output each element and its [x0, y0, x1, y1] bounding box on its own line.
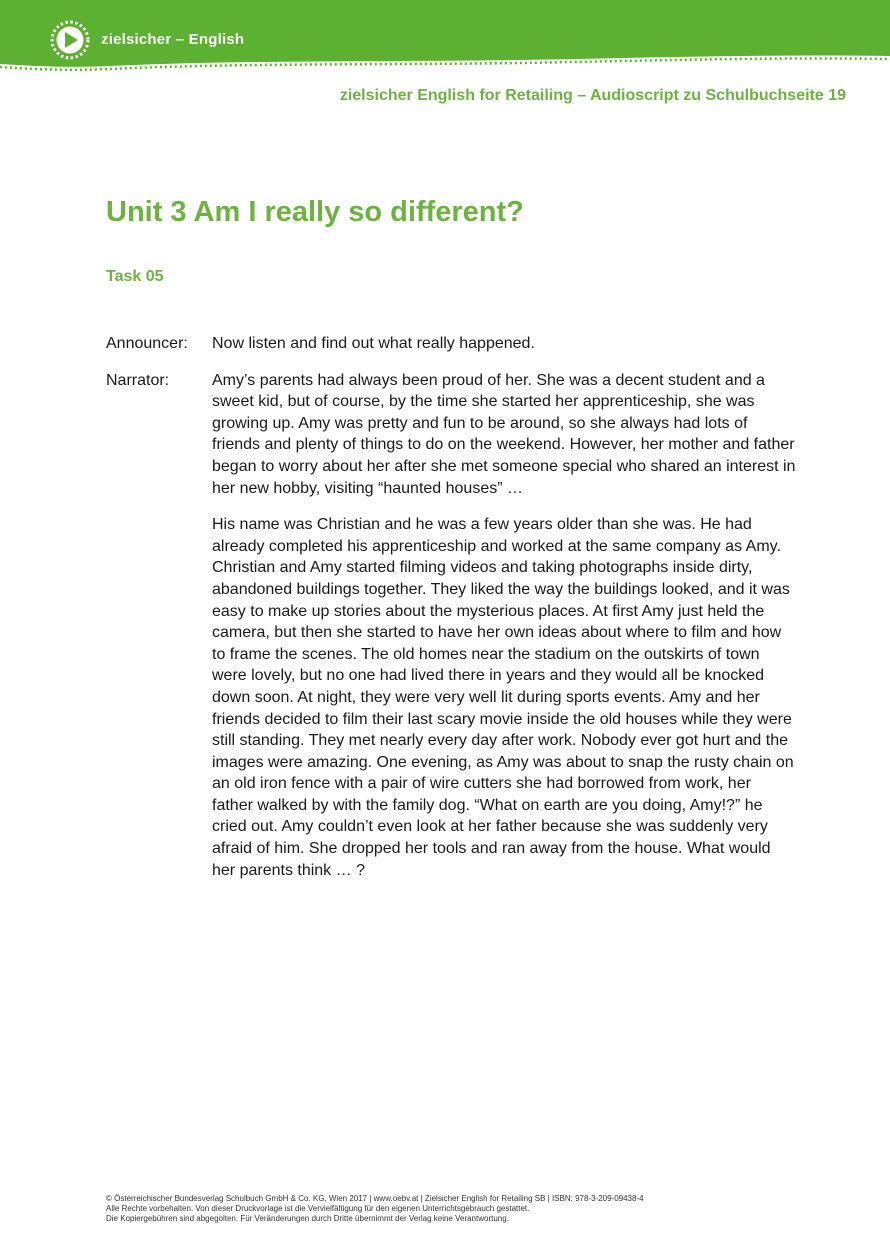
script-paragraph: Amy’s parents had always been proud of her. She was a decent student and a sweet kid, but of course, by the time she started her apprenticeship, she was growing up. Amy was pretty and fun to be around, so she always had lots of friends and plenty of things to do on the weekend. However, her mother and father began to worry about her after she met someone special who shared an interest in her new hobby, visiting “haunted houses” … — [212, 371, 796, 497]
task-label: Task 05 — [106, 268, 164, 285]
unit-title: Unit 3 Am I really so different? — [106, 196, 524, 228]
speaker-text — [212, 333, 796, 355]
footer-line: Alle Rechte vorbehalten. Von dieser Druckvorlage ist die Vervielfältigung für den eigenen Unterrichtsgebrauch gestattet. — [106, 1204, 530, 1213]
page-header-title: zielsicher English for Retailing – Audioscript zu Schulbuchseite 19 — [339, 87, 846, 104]
audioscript — [106, 333, 796, 896]
brand-name: zielsicher – English — [101, 31, 245, 48]
script-row-announcer — [106, 333, 796, 355]
speaker-label: Announcer: — [106, 335, 188, 352]
script-paragraph: Now listen and find out what really happened. — [212, 335, 535, 352]
footer-line: Die Kopiergebühren sind abgegolten. Für Veränderungen durch Dritte übernimmt der Verlag keine Verantwortung. — [106, 1214, 509, 1223]
speaker-label: Narrator: — [106, 371, 170, 389]
script-paragraph: His name was Christian and he was a few years older than she was. He had already completed his apprenticeship and worked at the same company as Amy. Christian and Amy started filming videos and taking photographs inside dirty, abandoned buildings together. They liked the way the buildings looked, and it was easy to make up stories about the mysterious places. At first Amy just held the camera, but then she started to have her own ideas about where to film and how to frame the scenes. The old homes near the stadium on the outskirts of town were lovely, but no one had lived there in years and they would all be knocked down soon. At night, they were very well lit during sports events. Amy and her friends decided to film their last scary movie inside the old houses while they were still standing. They met nearly every day after work. Nobody ever got hurt and the images were amazing. One evening, as Amy was about to snap the rusty chain on an old iron fence with a pair of wire cutters she had borrowed from work, her father walked by with the family dog. “What on earth are you doing, Amy!?” he cried out. Amy couldn’t even look at her father because she was suddenly very afraid of him. She dropped her tools and ran away from the house. What would her parents think … ? — [212, 516, 794, 879]
script-row-narrator — [106, 370, 796, 882]
speaker-text — [212, 370, 796, 882]
header-banner — [0, 0, 890, 80]
copyright-footer — [106, 1194, 644, 1224]
footer-line: © Österreichischer Bundesverlag Schulbuch GmbH & Co. KG, Wien 2017 | www.oebv.at | Zielsicher English for Retailing SB | ISBN: 978-3-209-09438-4 — [106, 1194, 644, 1203]
